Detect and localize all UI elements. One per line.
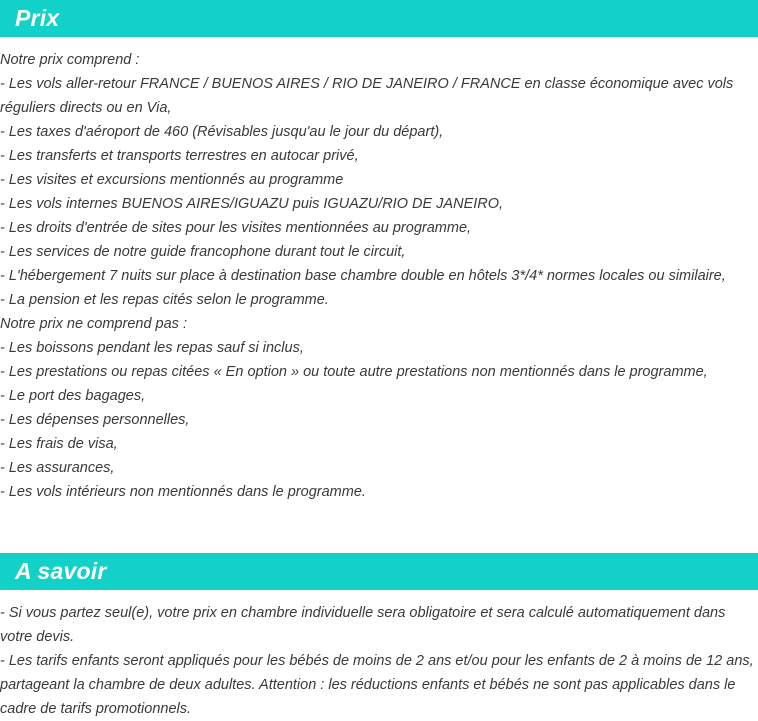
prix-line: - Les droits d'entrée de sites pour les visites mentionnées au programme, — [0, 220, 472, 236]
prix-line: - Les vols aller-retour FRANCE / BUENOS AIRES / RIO DE JANEIRO / FRANCE en classe économique avec vols réguliers directs ou en Via, — [0, 76, 734, 116]
prix-line: - Les assurances, — [0, 460, 115, 476]
prix-details-list — [0, 48, 756, 504]
a-savoir-section-title: A savoir — [15, 558, 107, 584]
prix-line: - Le port des bagages, — [0, 388, 146, 404]
a-savoir-details — [0, 601, 756, 721]
prix-section-header — [0, 0, 758, 37]
prix-line: - Les vols intérieurs non mentionnés dans le programme. — [0, 484, 366, 500]
prix-line: - L'hébergement 7 nuits sur place à destination base chambre double en hôtels 3*/4* normes locales ou similaire, — [0, 268, 726, 284]
prix-line: - Les vols internes BUENOS AIRES/IGUAZU puis IGUAZU/RIO DE JANEIRO, — [0, 196, 504, 212]
prix-line: - Les frais de visa, — [0, 436, 118, 452]
a-savoir-section-header — [0, 553, 758, 590]
prix-line: - Les taxes d'aéroport de 460 (Révisables jusqu'au le jour du départ), — [0, 124, 444, 140]
prix-line: - Les dépenses personnelles, — [0, 412, 190, 428]
prix-section-title: Prix — [15, 5, 60, 31]
prix-line: - Les boissons pendant les repas sauf si inclus, — [0, 340, 304, 356]
prix-line: - Les visites et excursions mentionnés au programme — [0, 172, 344, 188]
prix-line: - Les services de notre guide francophone durant tout le circuit, — [0, 244, 406, 260]
prix-line: - Les transferts et transports terrestres en autocar privé, — [0, 148, 359, 164]
prix-line: Notre prix comprend : — [0, 52, 140, 68]
prix-line: - Les prestations ou repas citées « En option » ou toute autre prestations non mentionnés dans le programme, — [0, 364, 708, 380]
a-savoir-paragraph: - Les tarifs enfants seront appliqués pour les bébés de moins de 2 ans et/ou pour les enfants de 2 à moins de 12 ans, partageant la chambre de deux adultes. Attention : les réductions enfants et bébés ne sont pas applicables dans le cadre de tarifs promotionnels. — [0, 653, 754, 717]
a-savoir-paragraph: - Si vous partez seul(e), votre prix en chambre individuelle sera obligatoire et sera calculé automatiquement dans votre devis. — [0, 605, 726, 645]
prix-line: Notre prix ne comprend pas : — [0, 316, 187, 332]
prix-line: - La pension et les repas cités selon le programme. — [0, 292, 329, 308]
